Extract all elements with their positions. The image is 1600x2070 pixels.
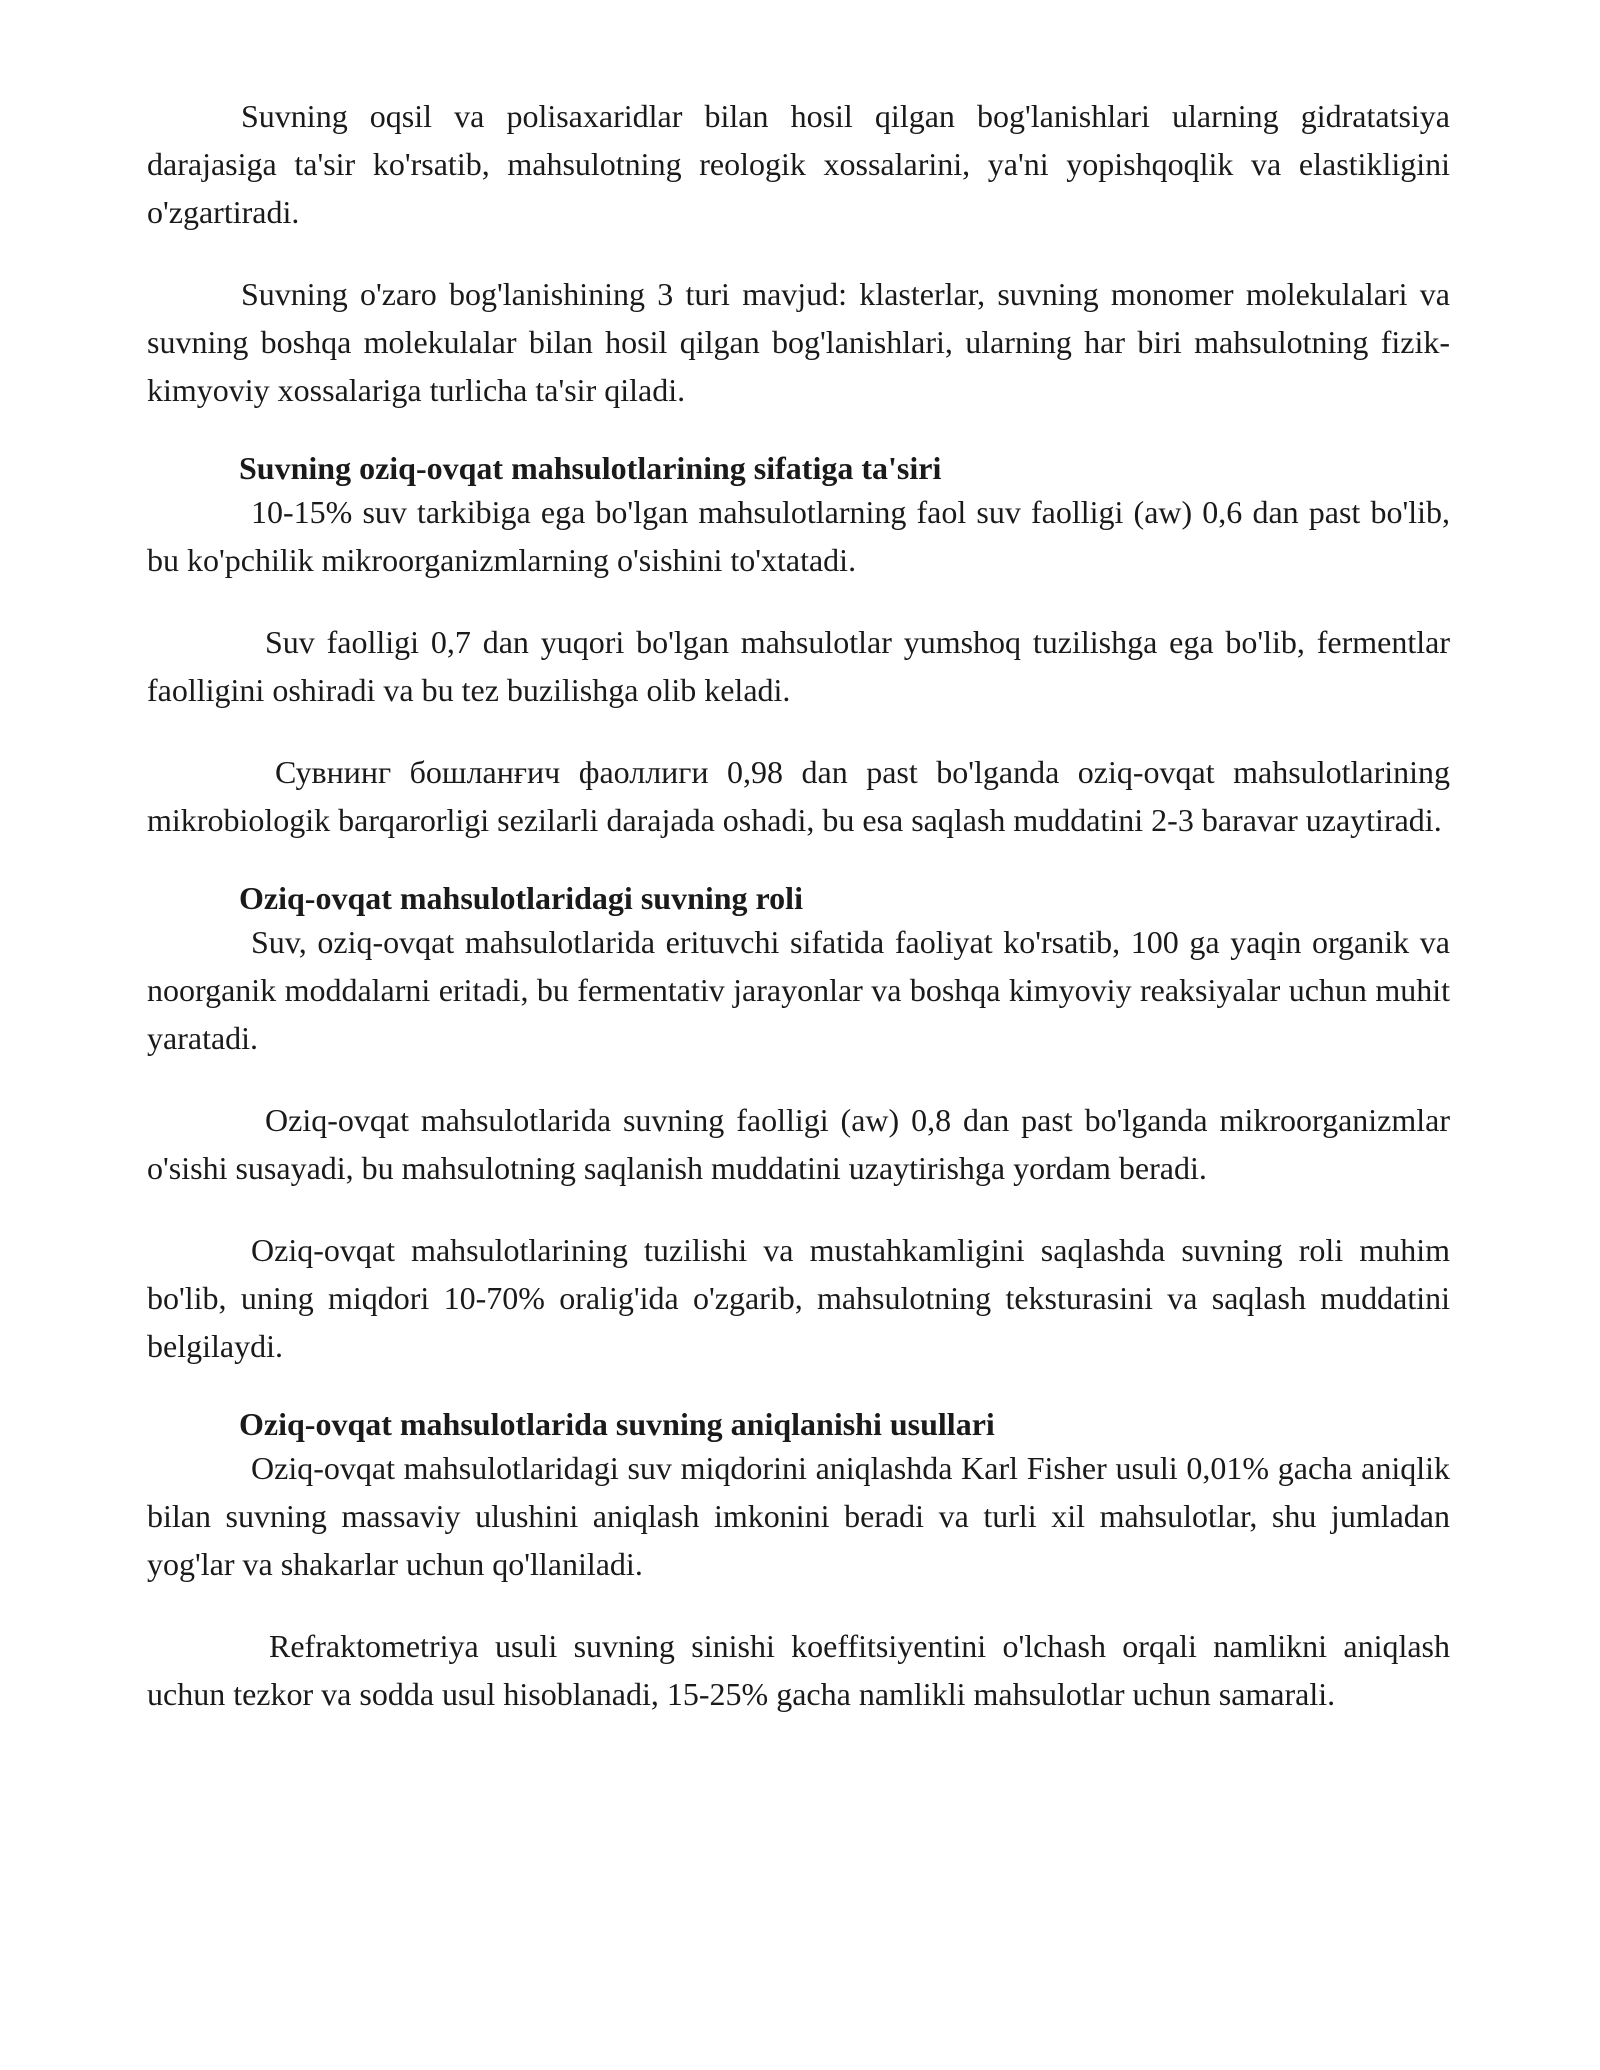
paragraph-hydration: Suvning oqsil va polisaxaridlar bilan hosil qilgan bog'lanishlari ularning gidratatsiya darajasiga ta'sir ko'rsatib, mahsulotning reologik xossalarini, ya'ni yopishqoqlik va elastikligini o'zgartiradi. — [147, 98, 1450, 230]
paragraph-bond-types: Suvning o'zaro bog'lanishining 3 turi mavjud: klasterlar, suvning monomer molekulalari va suvning boshqa molekulalar bilan hosil qilgan bog'lanishlari, ularning har biri mahsulotning fizik-kimyoviy xossalariga turlicha ta'sir qiladi. — [147, 276, 1450, 408]
heading-determination-methods: Oziq-ovqat mahsulotlarida suvning aniqlanishi usullari — [239, 1406, 995, 1442]
paragraph-solvent-role: Suv, oziq-ovqat mahsulotlarida erituvchi sifatida faoliyat ko'rsatib, 100 ga yaqin organik va noorganik moddalarni eritadi, bu fermentativ jarayonlar va boshqa kimyoviy reaksiyalar uchun muhit yaratadi. — [147, 924, 1450, 1056]
heading-water-quality-impact: Suvning oziq-ovqat mahsulotlarining sifatiga ta'siri — [239, 450, 942, 486]
paragraph-microbiological-stability: Сувнинг бошланғич фаоллиги 0,98 dan past bo'lganda oziq-ovqat mahsulotlarining mikrobiologik barqarorligi sezilarli darajada oshadi, bu esa saqlash muddatini 2-3 baravar uzaytiradi. — [147, 754, 1450, 838]
heading-role-of-water: Oziq-ovqat mahsulotlaridagi suvning roli — [239, 880, 803, 916]
paragraph-refractometry: Refraktometriya usuli suvning sinishi koeffitsiyentini o'lchash orqali namlikni aniqlash uchun tezkor va sodda usul hisoblanadi, 15-25% gacha namlikli mahsulotlar uchun samarali. — [147, 1628, 1450, 1712]
document-page — [147, 92, 1450, 1718]
paragraph-microorganism-growth: Oziq-ovqat mahsulotlarida suvning faolligi (aw) 0,8 dan past bo'lganda mikroorganizmlar o'sishi susayadi, bu mahsulotning saqlanish muddatini uzaytirishga yordam beradi. — [147, 1102, 1450, 1186]
paragraph-karl-fisher: Oziq-ovqat mahsulotlaridagi suv miqdorini aniqlashda Karl Fisher usuli 0,01% gacha aniqlik bilan suvning massaviy ulushini aniqlash imkonini beradi va turli xil mahsulotlar, shu jumladan yog'lar va shakarlar uchun qo'llaniladi. — [147, 1450, 1450, 1582]
paragraph-structure-role: Oziq-ovqat mahsulotlarining tuzilishi va mustahkamligini saqlashda suvning roli muhim bo'lib, uning miqdori 10-70% oralig'ida o'zgarib, mahsulotning teksturasini va saqlash muddatini belgilaydi. — [147, 1232, 1450, 1364]
paragraph-water-activity-high: Suv faolligi 0,7 dan yuqori bo'lgan mahsulotlar yumshoq tuzilishga ega bo'lib, fermentlar faolligini oshiradi va bu tez buzilishga olib keladi. — [147, 624, 1450, 708]
paragraph-water-activity-low: 10-15% suv tarkibiga ega bo'lgan mahsulotlarning faol suv faolligi (aw) 0,6 dan past bo'lib, bu ko'pchilik mikroorganizmlarning o'sishini to'xtatadi. — [147, 494, 1450, 578]
